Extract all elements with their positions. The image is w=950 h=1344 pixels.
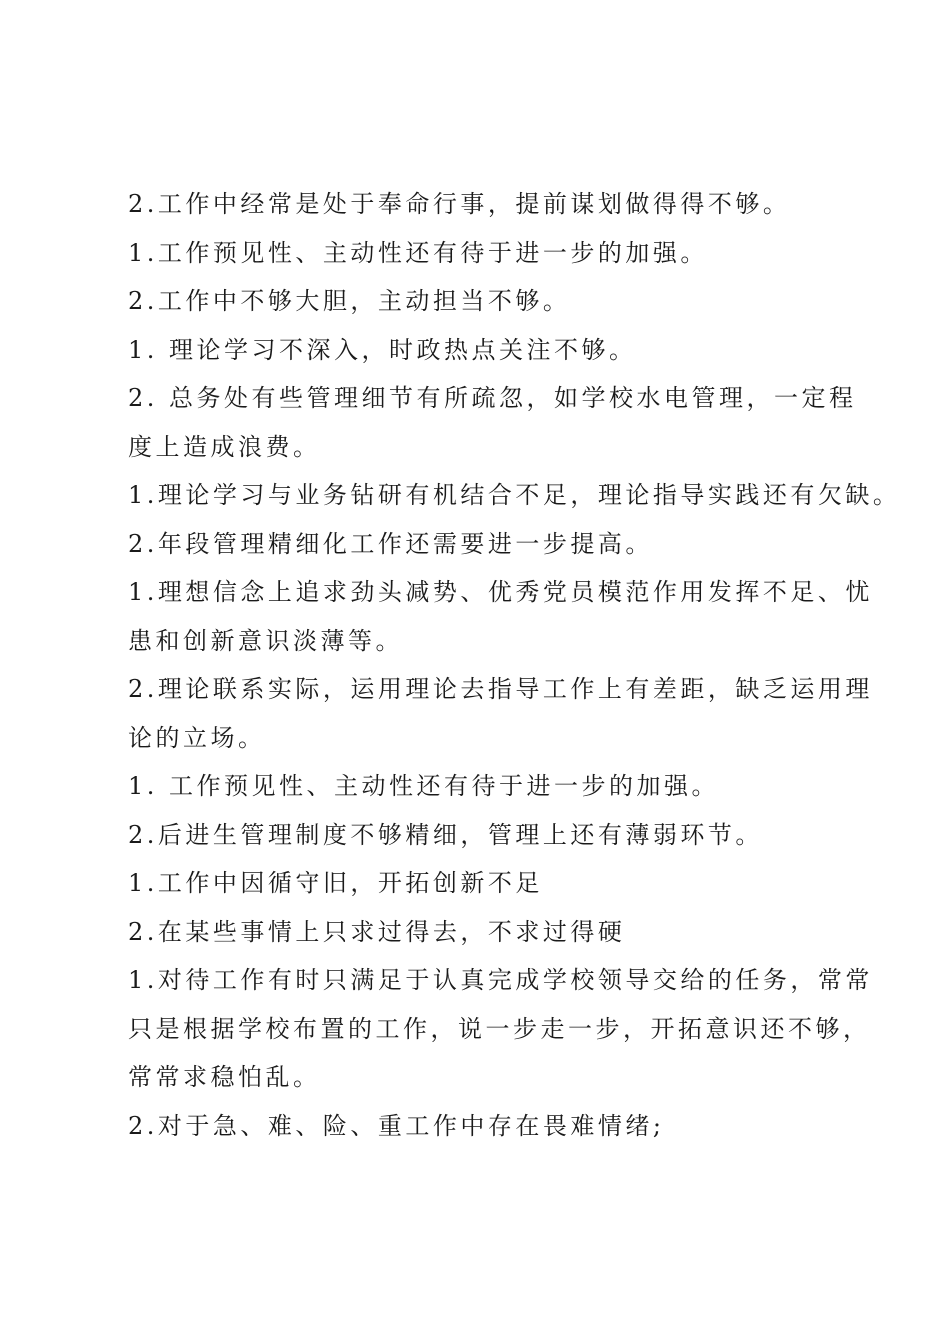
text-line: 2.工作中不够大胆，主动担当不够。: [128, 287, 571, 315]
text-line: 1. 工作预见性、主动性还有待于进一步的加强。: [128, 772, 720, 800]
text-line: 2.理论联系实际，运用理论去指导工作上有差距，缺乏运用理: [128, 675, 873, 703]
text-line: 2.对于急、难、险、重工作中存在畏难情绪;: [128, 1111, 665, 1140]
text-line: 常常求稳怕乱。: [128, 1063, 321, 1091]
text-line: 患和创新意识淡薄等。: [128, 626, 403, 655]
text-line: 只是根据学校布置的工作，说一步走一步，开拓意识还不够，: [128, 1014, 871, 1043]
text-line: 论的立场。: [128, 723, 266, 752]
text-line: 1. 理论学习不深入，时政热点关注不够。: [128, 335, 637, 364]
text-line: 1.对待工作有时只满足于认真完成学校领导交给的任务，常常: [128, 966, 873, 994]
text-line: 1.理想信念上追求劲头减势、优秀党员模范作用发挥不足、忧: [128, 578, 873, 606]
text-line: 度上造成浪费。: [128, 432, 321, 461]
text-line: 2.后进生管理制度不够精细，管理上还有薄弱环节。: [128, 820, 763, 849]
text-line: 2.工作中经常是处于奉命行事，提前谋划做得得不够。: [128, 190, 791, 218]
text-line: 2. 总务处有些管理细节有所疏忽，如学校水电管理，一定程: [128, 384, 857, 412]
text-line: 2.在某些事情上只求过得去，不求过得硬: [128, 917, 626, 946]
text-line: 2.年段管理精细化工作还需要进一步提高。: [128, 529, 653, 558]
text-line: 1.工作预见性、主动性还有待于进一步的加强。: [128, 238, 708, 267]
text-line: 1.理论学习与业务钻研有机结合不足，理论指导实践还有欠缺。: [128, 481, 901, 509]
text-line: 1.工作中因循守旧，开拓创新不足: [128, 869, 543, 897]
document-body: [128, 180, 901, 1150]
